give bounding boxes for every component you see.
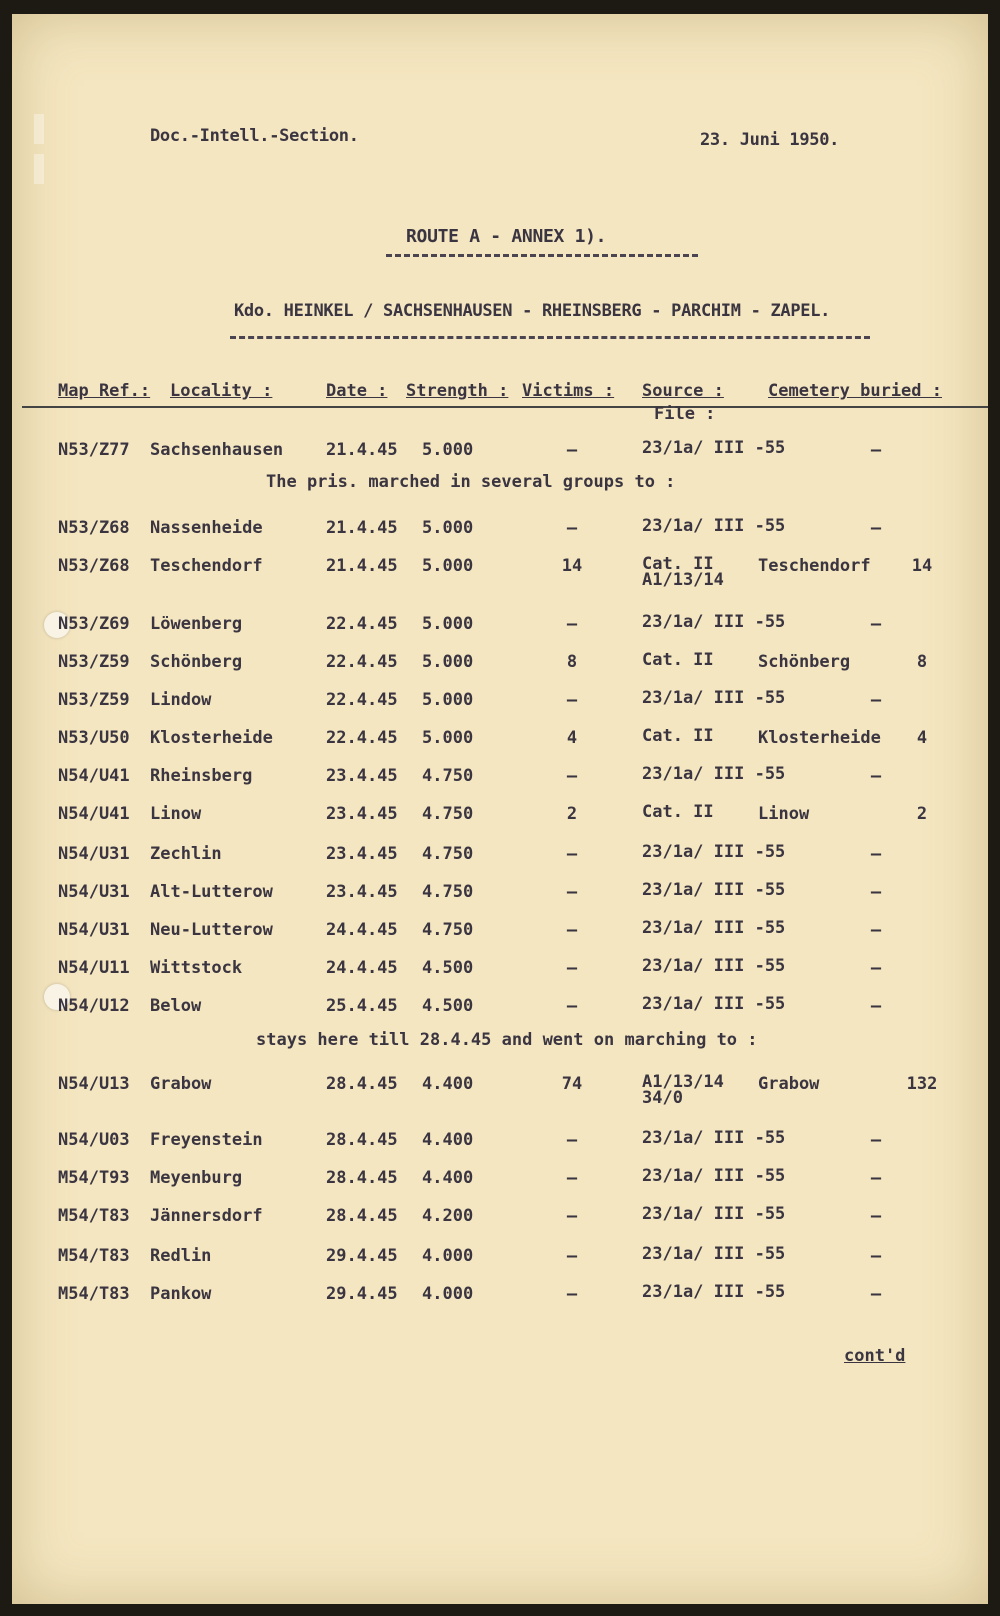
source-line: Cat. II — [642, 802, 714, 822]
buried-cell: — — [870, 920, 882, 940]
buried-cell: — — [870, 844, 882, 864]
source-cell — [642, 996, 785, 1012]
strength-cell: 4.750 — [422, 920, 474, 940]
strength-cell: 4.200 — [422, 1206, 474, 1226]
edge-mark — [34, 154, 44, 184]
date-cell: 22.4.45 — [326, 614, 398, 634]
victims-cell: — — [566, 1168, 578, 1188]
date-cell: 28.4.45 — [326, 1168, 398, 1188]
map-ref-cell: N54/U31 — [58, 844, 130, 864]
locality-cell: Freyenstein — [150, 1130, 263, 1150]
date-cell: 29.4.45 — [326, 1246, 398, 1266]
source-line: 23/1a/ III -55 — [642, 1244, 786, 1264]
victims-cell: 14 — [561, 556, 583, 576]
source-cell — [642, 1206, 785, 1222]
locality-cell: Redlin — [150, 1246, 212, 1266]
map-ref-cell: N54/U03 — [58, 1130, 130, 1150]
date-cell: 25.4.45 — [326, 996, 398, 1016]
col-locality: Locality : — [170, 381, 273, 401]
locality-cell: Linow — [150, 804, 202, 824]
source-line: 23/1a/ III -55 — [642, 1204, 786, 1224]
locality-cell: Nassenheide — [150, 518, 263, 538]
locality-cell: Zechlin — [150, 844, 222, 864]
map-ref-cell: N54/U12 — [58, 996, 130, 1016]
buried-cell: — — [870, 882, 882, 902]
buried-cell: — — [870, 690, 882, 710]
buried-cell: — — [870, 1206, 882, 1226]
date-cell: 24.4.45 — [326, 920, 398, 940]
source-cell — [642, 804, 714, 820]
victims-cell: 8 — [566, 652, 578, 672]
locality-cell: Teschendorf — [150, 556, 263, 576]
victims-cell: — — [566, 844, 578, 864]
buried-cell: — — [870, 1246, 882, 1266]
locality-cell: Klosterheide — [150, 728, 273, 748]
strength-cell: 5.000 — [422, 728, 474, 748]
cemetery-cell: Schönberg — [758, 652, 851, 672]
strength-cell: 4.400 — [422, 1168, 474, 1188]
source-cell — [642, 882, 785, 898]
continued-label: cont'd — [844, 1346, 906, 1366]
source-line: Cat. II — [642, 554, 714, 574]
source-line: 23/1a/ III -55 — [642, 880, 786, 900]
col-source-sub: File : — [654, 404, 716, 424]
date-cell: 21.4.45 — [326, 440, 398, 460]
table-row — [12, 614, 988, 652]
source-line: 23/1a/ III -55 — [642, 956, 786, 976]
strength-cell: 4.750 — [422, 882, 474, 902]
strength-cell: 5.000 — [422, 614, 474, 634]
victims-cell: — — [566, 1284, 578, 1304]
map-ref-cell: N54/U11 — [58, 958, 130, 978]
buried-cell: 4 — [916, 728, 928, 748]
document-date: 23. Juni 1950. — [700, 130, 840, 150]
victims-cell: — — [566, 1246, 578, 1266]
table-row — [12, 1206, 988, 1244]
source-cell — [642, 1284, 785, 1300]
table-row — [12, 690, 988, 728]
table-row — [12, 996, 988, 1034]
source-line: 23/1a/ III -55 — [642, 918, 786, 938]
source-cell — [642, 652, 714, 668]
source-cell — [642, 1074, 724, 1106]
date-cell: 28.4.45 — [326, 1074, 398, 1094]
source-cell — [642, 556, 724, 588]
map-ref-cell: N53/Z68 — [58, 556, 130, 576]
strength-cell: 4.500 — [422, 996, 474, 1016]
buried-cell: — — [870, 614, 882, 634]
source-line: Cat. II — [642, 726, 714, 746]
note-groups: The pris. marched in several groups to : — [266, 472, 676, 492]
table-row — [12, 844, 988, 882]
strength-cell: 5.000 — [422, 690, 474, 710]
victims-cell: 74 — [561, 1074, 583, 1094]
table-row — [12, 1130, 988, 1168]
table-row — [12, 804, 988, 842]
map-ref-cell: N54/U13 — [58, 1074, 130, 1094]
cemetery-cell: Grabow — [758, 1074, 820, 1094]
strength-cell: 4.400 — [422, 1130, 474, 1150]
map-ref-cell: M54/T83 — [58, 1246, 130, 1266]
cemetery-cell: Klosterheide — [758, 728, 881, 748]
source-line-2: A1/13/14 — [642, 570, 724, 590]
locality-cell: Grabow — [150, 1074, 212, 1094]
col-cemetery: Cemetery buried : — [768, 381, 942, 401]
title-underline — [386, 254, 698, 257]
buried-cell: 2 — [916, 804, 928, 824]
source-line: 23/1a/ III -55 — [642, 612, 786, 632]
col-source: Source : — [642, 381, 724, 401]
map-ref-cell: N53/Z69 — [58, 614, 130, 634]
map-ref-cell: M54/T93 — [58, 1168, 130, 1188]
strength-cell: 5.000 — [422, 518, 474, 538]
source-line: 23/1a/ III -55 — [642, 842, 786, 862]
buried-cell: — — [870, 518, 882, 538]
locality-cell: Löwenberg — [150, 614, 243, 634]
locality-cell: Lindow — [150, 690, 212, 710]
table-row — [12, 1284, 988, 1322]
source-cell — [642, 614, 785, 630]
strength-cell: 4.500 — [422, 958, 474, 978]
map-ref-cell: N53/Z77 — [58, 440, 130, 460]
date-cell: 23.4.45 — [326, 844, 398, 864]
strength-cell: 4.750 — [422, 804, 474, 824]
date-cell: 28.4.45 — [326, 1130, 398, 1150]
victims-cell: — — [566, 920, 578, 940]
source-line: 23/1a/ III -55 — [642, 516, 786, 536]
strength-cell: 5.000 — [422, 652, 474, 672]
victims-cell: — — [566, 690, 578, 710]
source-line: 23/1a/ III -55 — [642, 1128, 786, 1148]
table-row — [12, 920, 988, 958]
victims-cell: — — [566, 614, 578, 634]
source-line: 23/1a/ III -55 — [642, 1282, 786, 1302]
locality-cell: Schönberg — [150, 652, 243, 672]
table-row — [12, 1074, 988, 1112]
source-cell — [642, 690, 785, 706]
source-cell — [642, 920, 785, 936]
col-victims: Victims : — [522, 381, 615, 401]
locality-cell: Sachsenhausen — [150, 440, 284, 460]
header-rule — [22, 406, 988, 408]
strength-cell: 5.000 — [422, 440, 474, 460]
locality-cell: Rheinsberg — [150, 766, 253, 786]
date-cell: 24.4.45 — [326, 958, 398, 978]
victims-cell: — — [566, 1206, 578, 1226]
source-line-2: 34/0 — [642, 1088, 683, 1108]
document-title: ROUTE A - ANNEX 1). — [406, 226, 607, 247]
buried-cell: — — [870, 1168, 882, 1188]
col-date: Date : — [326, 381, 388, 401]
victims-cell: — — [566, 958, 578, 978]
map-ref-cell: N53/Z59 — [58, 652, 130, 672]
locality-cell: Meyenburg — [150, 1168, 243, 1188]
map-ref-cell: N53/Z68 — [58, 518, 130, 538]
map-ref-cell: N54/U31 — [58, 882, 130, 902]
source-line: 23/1a/ III -55 — [642, 994, 786, 1014]
table-row — [12, 1168, 988, 1206]
victims-cell: 4 — [566, 728, 578, 748]
source-cell — [642, 958, 785, 974]
document-subtitle: Kdo. HEINKEL / SACHSENHAUSEN - RHEINSBERG - PARCHIM - ZAPEL. — [234, 301, 831, 321]
buried-cell: — — [870, 1130, 882, 1150]
victims-cell: 2 — [566, 804, 578, 824]
source-cell — [642, 728, 714, 744]
locality-cell: Jännersdorf — [150, 1206, 263, 1226]
source-cell — [642, 440, 785, 456]
date-cell: 29.4.45 — [326, 1284, 398, 1304]
date-cell: 22.4.45 — [326, 652, 398, 672]
strength-cell: 4.750 — [422, 766, 474, 786]
date-cell: 23.4.45 — [326, 804, 398, 824]
table-row — [12, 766, 988, 804]
table-row — [12, 882, 988, 920]
map-ref-cell: N54/U41 — [58, 766, 130, 786]
map-ref-cell: M54/T83 — [58, 1284, 130, 1304]
locality-cell: Alt-Lutterow — [150, 882, 273, 902]
date-cell: 23.4.45 — [326, 882, 398, 902]
source-cell — [642, 844, 785, 860]
source-cell — [642, 518, 785, 534]
source-cell — [642, 766, 785, 782]
locality-cell: Wittstock — [150, 958, 243, 978]
col-strength: Strength : — [406, 381, 509, 401]
source-line: Cat. II — [642, 650, 714, 670]
map-ref-cell: N54/U31 — [58, 920, 130, 940]
buried-cell: — — [870, 1284, 882, 1304]
source-line: 23/1a/ III -55 — [642, 438, 786, 458]
date-cell: 22.4.45 — [326, 728, 398, 748]
date-cell: 23.4.45 — [326, 766, 398, 786]
source-line: 23/1a/ III -55 — [642, 688, 786, 708]
strength-cell: 4.000 — [422, 1246, 474, 1266]
document-page — [12, 14, 988, 1604]
map-ref-cell: N53/Z59 — [58, 690, 130, 710]
cemetery-cell: Teschendorf — [758, 556, 871, 576]
subtitle-underline — [230, 336, 870, 339]
locality-cell: Below — [150, 996, 202, 1016]
date-cell: 21.4.45 — [326, 556, 398, 576]
section-label: Doc.-Intell.-Section. — [150, 126, 359, 146]
col-map-ref: Map Ref.: — [58, 381, 151, 401]
strength-cell: 4.750 — [422, 844, 474, 864]
map-ref-cell: N54/U41 — [58, 804, 130, 824]
table-row — [12, 518, 988, 556]
buried-cell: 14 — [911, 556, 933, 576]
locality-cell: Pankow — [150, 1284, 212, 1304]
table-row — [12, 1246, 988, 1284]
locality-cell: Neu-Lutterow — [150, 920, 273, 940]
date-cell: 28.4.45 — [326, 1206, 398, 1226]
source-cell — [642, 1246, 785, 1262]
map-ref-cell: N53/U50 — [58, 728, 130, 748]
buried-cell: — — [870, 996, 882, 1016]
buried-cell: 132 — [906, 1074, 938, 1094]
victims-cell: — — [566, 1130, 578, 1150]
table-row — [12, 958, 988, 996]
buried-cell: — — [870, 766, 882, 786]
table-row — [12, 728, 988, 766]
map-ref-cell: M54/T83 — [58, 1206, 130, 1226]
source-line: 23/1a/ III -55 — [642, 764, 786, 784]
strength-cell: 4.000 — [422, 1284, 474, 1304]
buried-cell: — — [870, 440, 882, 460]
strength-cell: 4.400 — [422, 1074, 474, 1094]
buried-cell: — — [870, 958, 882, 978]
victims-cell: — — [566, 882, 578, 902]
victims-cell: — — [566, 766, 578, 786]
victims-cell: — — [566, 440, 578, 460]
table-row — [12, 556, 988, 594]
source-cell — [642, 1130, 785, 1146]
date-cell: 21.4.45 — [326, 518, 398, 538]
buried-cell: 8 — [916, 652, 928, 672]
strength-cell: 5.000 — [422, 556, 474, 576]
source-line: 23/1a/ III -55 — [642, 1166, 786, 1186]
date-cell: 22.4.45 — [326, 690, 398, 710]
victims-cell: — — [566, 518, 578, 538]
victims-cell: — — [566, 996, 578, 1016]
edge-mark — [34, 114, 44, 144]
cemetery-cell: Linow — [758, 804, 810, 824]
source-cell — [642, 1168, 785, 1184]
source-line: A1/13/14 — [642, 1072, 724, 1092]
note-stays: stays here till 28.4.45 and went on marching to : — [256, 1030, 758, 1050]
table-row — [12, 652, 988, 690]
